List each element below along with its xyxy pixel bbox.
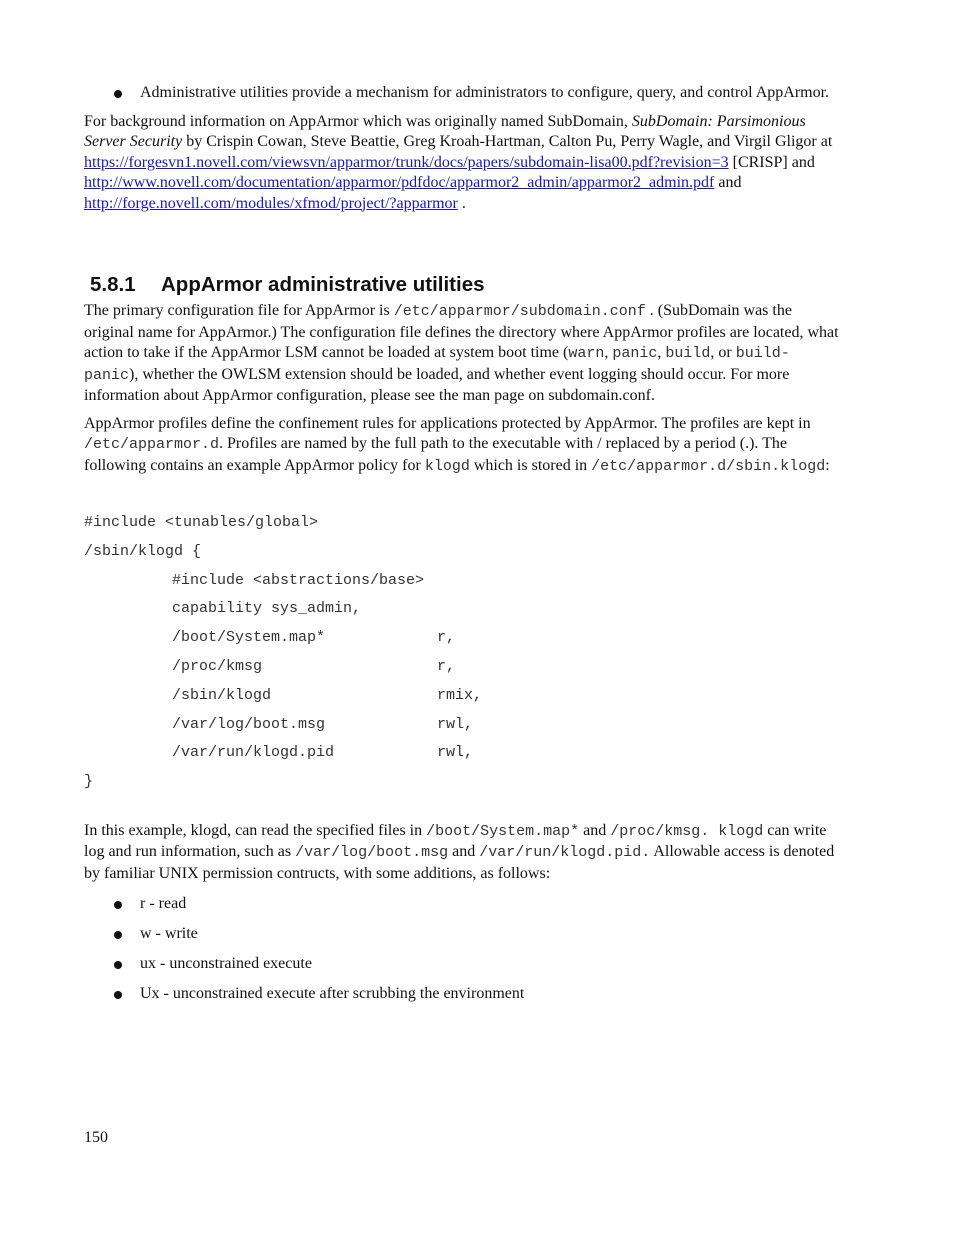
klogd-name: klogd bbox=[424, 457, 470, 475]
forge-project-link[interactable]: http://forge.novell.com/modules/xfmod/project/?apparmor bbox=[84, 194, 458, 212]
section-heading bbox=[84, 272, 842, 298]
code-line: } bbox=[84, 773, 94, 791]
option-build-panic: build-panic bbox=[84, 345, 790, 384]
document-page bbox=[84, 80, 842, 1014]
klogd-pid-path: /var/run/klogd.pid. bbox=[479, 844, 651, 862]
rule-perm: rmix, bbox=[437, 686, 483, 704]
code-line: capability sys_admin, bbox=[172, 600, 362, 618]
profiles-text: AppArmor profiles define the confinement rules for applications protected by AppArmor. The profiles are kept in bbox=[84, 414, 811, 432]
rule-perm: r, bbox=[437, 657, 456, 675]
profile-code-block bbox=[84, 509, 842, 797]
permission-text: w - write bbox=[140, 925, 198, 943]
rule-perm: rwl, bbox=[437, 744, 474, 762]
config-text: , bbox=[604, 344, 613, 361]
rule-path: /sbin/klogd bbox=[172, 686, 272, 704]
paper-title: SubDomain: Parsimonious Server Security bbox=[84, 112, 806, 150]
background-paragraph bbox=[84, 112, 842, 215]
intro-bullet-text: Administrative utilities provide a mechanism for administrators to configure, query, and control AppArmor. bbox=[140, 84, 830, 101]
rule-perm: rwl, bbox=[437, 715, 474, 733]
code-rule-line bbox=[84, 682, 842, 711]
background-text: . bbox=[457, 194, 466, 212]
bullet-icon bbox=[114, 931, 122, 939]
option-panic: panic bbox=[612, 345, 658, 362]
permission-text: r - read bbox=[140, 895, 187, 913]
example-text: and bbox=[448, 843, 480, 861]
config-text: ), whether the OWLSM extension should be loaded, and whether event logging should occur. For more information about AppArmor configuration, please see the man page on subdomain.conf. bbox=[84, 365, 790, 404]
list-item bbox=[84, 894, 842, 924]
option-build: build bbox=[665, 345, 711, 362]
config-text: . (SubDomain was the original name for AppArmor.) The configuration file defines the directory where AppArmor profiles are located, what action to take if the AppArmor LSM cannot be loaded at system boot time ( bbox=[84, 302, 839, 361]
rule-perm: r, bbox=[437, 629, 456, 647]
example-text: can write log and run information, such as bbox=[84, 821, 827, 861]
config-text: The primary configuration file for AppArmor is bbox=[84, 302, 394, 319]
list-item bbox=[84, 984, 842, 1014]
bullet-icon bbox=[114, 901, 122, 909]
rule-path: /var/log/boot.msg bbox=[172, 715, 326, 733]
profiles-dir-path: /etc/apparmor.d bbox=[84, 436, 220, 453]
rule-path: /proc/kmsg bbox=[172, 657, 263, 675]
profiles-text: : bbox=[825, 456, 830, 474]
permission-text: Ux - unconstrained execute after scrubbing the environment bbox=[140, 985, 525, 1003]
permission-list bbox=[84, 894, 842, 1014]
code-rule-line bbox=[84, 653, 842, 682]
background-text: and bbox=[714, 174, 742, 191]
background-text: [CRISP] and bbox=[728, 153, 815, 171]
section-title: AppArmor administrative utilities bbox=[161, 273, 485, 296]
example-paragraph bbox=[84, 821, 842, 885]
profiles-text: . Profiles are named by the full path to the executable with / replaced by a period (.). The following contains an example AppArmor policy for bbox=[84, 435, 787, 474]
code-rule-line bbox=[84, 739, 842, 768]
example-text: and bbox=[579, 821, 611, 839]
background-text: For background information on AppArmor which was originally named SubDomain, bbox=[84, 112, 632, 130]
admin-guide-link[interactable]: http://www.novell.com/documentation/apparmor/pdfdoc/apparmor2_admin/apparmor2_admin.pdf bbox=[84, 174, 715, 191]
profiles-paragraph bbox=[84, 414, 842, 478]
rule-path: /boot/System.map* bbox=[172, 629, 326, 647]
profiles-text: which is stored in bbox=[469, 456, 592, 474]
system-map-path: /boot/System.map* bbox=[426, 822, 580, 840]
code-line: #include <tunables/global> bbox=[84, 514, 319, 531]
permission-text: ux - unconstrained execute bbox=[140, 955, 312, 973]
config-text: , bbox=[657, 344, 666, 361]
boot-msg-path: /var/log/boot.msg bbox=[295, 844, 449, 862]
background-text: by Crispin Cowan, Steve Beattie, Greg Kroah-Hartman, Calton Pu, Perry Wagle, and Virgil Gligor at bbox=[182, 133, 833, 150]
bullet-icon bbox=[114, 90, 122, 98]
option-warn: warn bbox=[568, 345, 605, 362]
crisp-paper-link[interactable]: https://forgesvn1.novell.com/viewsvn/apparmor/trunk/docs/papers/subdomain-lisa00.pdf?revision=3 bbox=[84, 153, 729, 171]
rule-path: /var/run/klogd.pid bbox=[172, 744, 335, 762]
example-text: Allowable access is denoted by familiar UNIX permission contructs, with some additions, as follows: bbox=[84, 843, 835, 882]
kmsg-path: /proc/kmsg. klogd bbox=[610, 822, 764, 840]
bullet-icon bbox=[114, 961, 122, 969]
code-rule-line bbox=[84, 624, 842, 653]
bullet-icon bbox=[114, 991, 122, 999]
intro-bullet-item bbox=[84, 83, 842, 104]
code-line: #include <abstractions/base> bbox=[172, 571, 425, 589]
section-number: 5.8.1 bbox=[90, 273, 136, 296]
list-item bbox=[84, 954, 842, 984]
example-text: In this example, klogd, can read the specified files in bbox=[84, 821, 427, 839]
code-line: /sbin/klogd { bbox=[84, 542, 202, 560]
code-rule-line bbox=[84, 711, 842, 740]
config-text: , or bbox=[710, 344, 736, 361]
config-file-path: /etc/apparmor/subdomain.conf bbox=[393, 303, 646, 320]
list-item bbox=[84, 924, 842, 954]
klogd-profile-path: /etc/apparmor.d/sbin.klogd bbox=[591, 457, 826, 475]
config-paragraph bbox=[84, 301, 842, 407]
page-number: 150 bbox=[84, 1129, 108, 1146]
